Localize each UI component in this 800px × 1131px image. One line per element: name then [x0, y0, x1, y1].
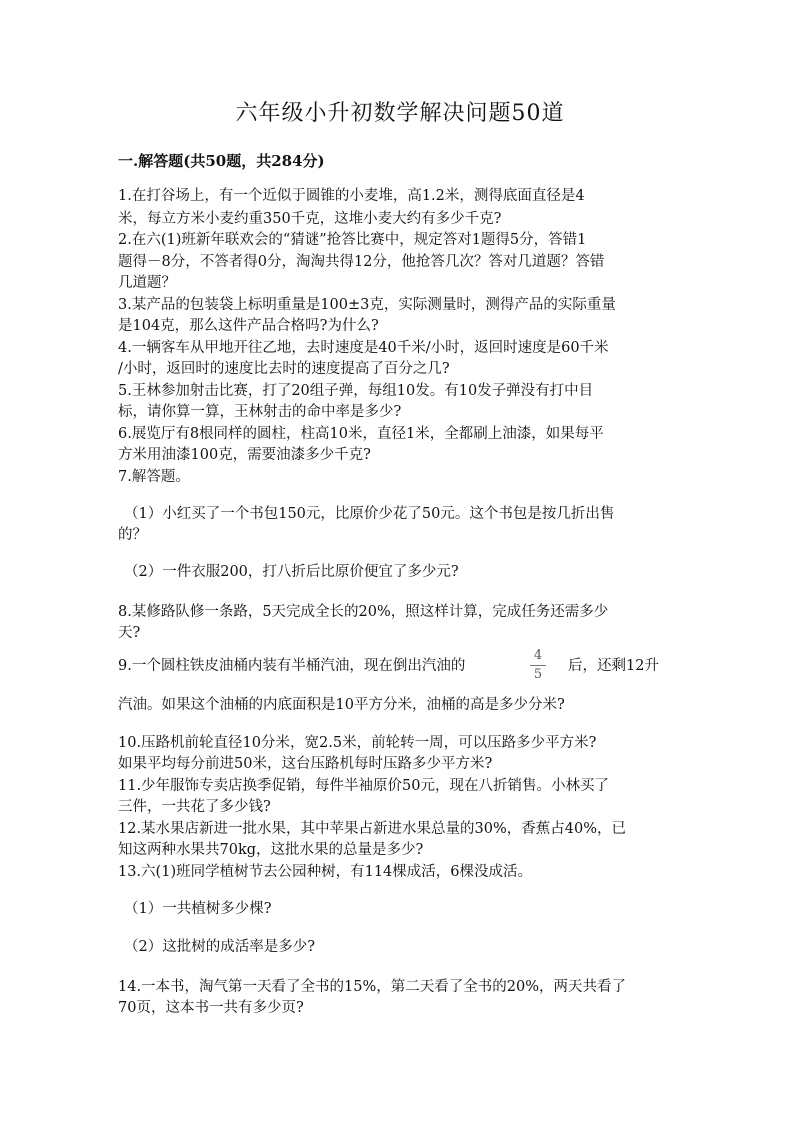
fraction-denominator: 5 [533, 667, 543, 682]
question-line: 是104克，那么这件产品合格吗?为什么? [118, 318, 379, 334]
question-line: 14.一本书，淘气第一天看了全书的15%，第二天看了全书的20%，两天共看了 [118, 979, 627, 995]
question-line: 13.六(1)班同学植树节去公园种树，有114棵成活，6棵没成活。 [118, 864, 532, 880]
fraction [528, 648, 548, 683]
question-line-tail: 后，还剩12升 [568, 658, 659, 674]
question-line: 方米用油漆100克，需要油漆多少千克? [118, 447, 371, 463]
question-line: 知这两种水果共70kg，这批水果的总量是多少? [118, 842, 424, 858]
question-line: 6.展览厅有8根同样的圆柱，柱高10米，直径1米，全都刷上油漆，如果每平 [118, 426, 604, 442]
question-line: 8.某修路队修一条路，5天完成全长的20%，照这样计算，完成任务还需多少 [118, 604, 609, 620]
question-line: 7.解答题。 [118, 469, 190, 485]
question-line: 的？ [118, 527, 147, 543]
sub-question-line: （2）这批树的成活率是多少? [124, 939, 315, 955]
question-line: 70页，这本书一共有多少页? [118, 1000, 304, 1016]
question-line: 标，请你算一算，王林射击的命中率是多少? [118, 404, 402, 420]
question-line: 三件，一共花了多少钱? [118, 799, 271, 815]
question-line: 题得－8分，不答者得0分，淘淘共得12分，他抢答几次？答对几道题？答错 [118, 254, 605, 270]
question-line: 3.某产品的包装袋上标明重量是100±3克，实际测量时，测得产品的实际重量 [118, 297, 616, 313]
sub-question-line: （1）小红买了一个书包150元，比原价少花了50元。这个书包是按几折出售 [124, 506, 615, 522]
question-line: 4.一辆客车从甲地开往乙地，去时速度是40千米/小时，返回时速度是60千米 [118, 340, 609, 356]
question-line: 5.王林参加射击比赛，打了20组子弹，每组10发。有10发子弹没有打中目 [118, 383, 594, 399]
question-line: 几道题？ [118, 275, 176, 291]
sub-question-line: （1）一共植树多少棵? [124, 901, 272, 917]
question-line: 如果平均每分前进50米，这台压路机每时压路多少平方米? [118, 756, 493, 772]
page-title: 六年级小升初数学解决问题50道 [235, 101, 565, 126]
question-line: /小时，返回时的速度比去时的速度提高了百分之几? [118, 361, 450, 377]
question-line: 米，每立方米小麦约重350千克，这堆小麦大约有多少千克? [118, 211, 502, 227]
question-line: 10.压路机前轮直径10分米，宽2.5米，前轮转一周，可以压路多少平方米? [118, 735, 597, 751]
question-line: 9.一个圆柱铁皮油桶内装有半桶汽油，现在倒出汽油的 [118, 658, 466, 674]
question-line: 12.某水果店新进一批水果，其中苹果占新进水果总量的30%，香蕉占40%，已 [118, 821, 627, 837]
sub-question-line: （2）一件衣服200，打八折后比原价便宜了多少元? [124, 564, 459, 580]
question-line: 天? [118, 625, 141, 641]
question-line: 2.在六(1)班新年联欢会的“猜谜”抢答比赛中，规定答对1题得5分，答错1 [118, 232, 587, 248]
fraction-numerator: 4 [533, 648, 543, 663]
fraction-bar [530, 665, 546, 666]
question-line: 汽油。如果这个油桶的内底面积是10平方分米，油桶的高是多少分米? [118, 697, 565, 713]
question-line: 1.在打谷场上，有一个近似于圆锥的小麦堆，高1.2米，测得底面直径是4 [118, 188, 585, 204]
section-header: 一.解答题(共50题，共284分) [118, 152, 325, 170]
question-line: 11.少年服饰专卖店换季促销，每件半袖原价50元，现在八折销售。小林买了 [118, 778, 610, 794]
